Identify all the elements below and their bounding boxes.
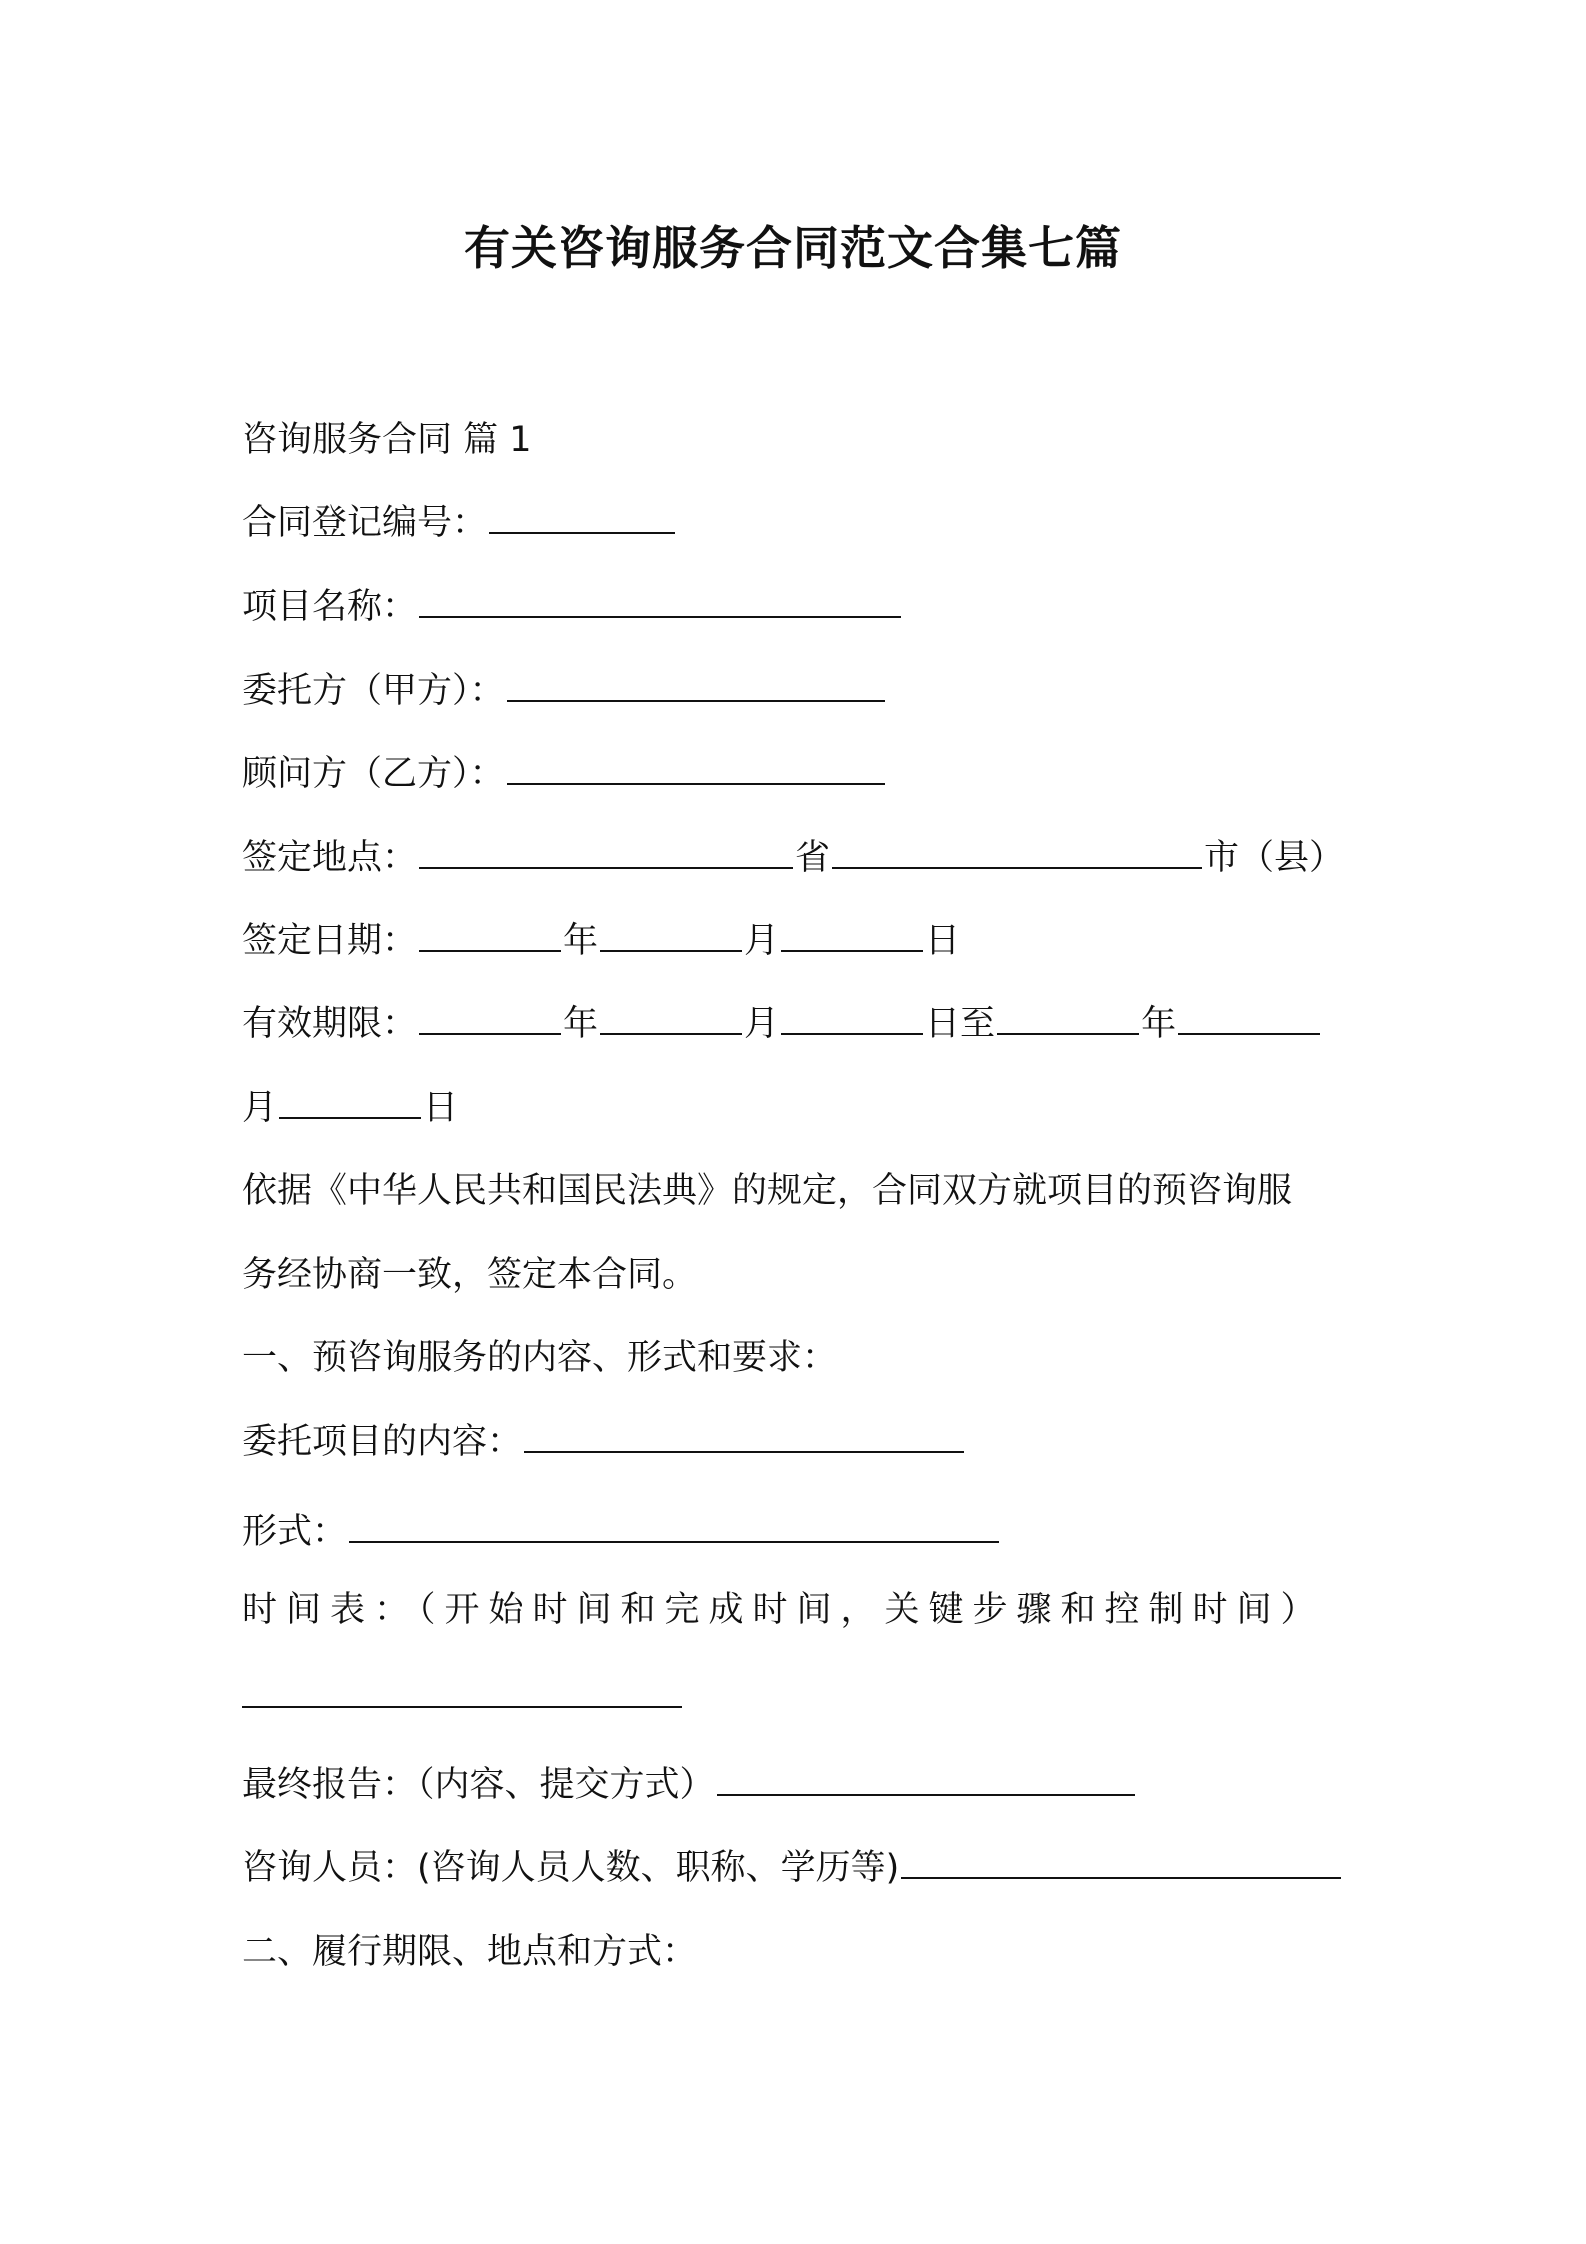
sign-date-label: 签定日期：	[242, 921, 418, 961]
validity-line-cont	[242, 1083, 1362, 1133]
place-province-blank	[419, 833, 793, 869]
validity-day-to-label: 日至	[925, 1004, 996, 1044]
validity-start-month-blank	[600, 999, 742, 1035]
place-label: 签定地点：	[242, 838, 418, 878]
validity-end-year-label: 年	[1141, 1004, 1177, 1044]
reg-no-label: 合同登记编号：	[242, 503, 488, 543]
validity-end-day-blank	[279, 1083, 421, 1119]
final-report-blank	[717, 1760, 1135, 1796]
party-a-label: 委托方（甲方）：	[242, 671, 505, 711]
staff-blank	[901, 1843, 1341, 1879]
reg-no-blank	[489, 498, 675, 534]
sign-day-blank	[781, 916, 923, 952]
validity-line	[242, 999, 1362, 1049]
form-line	[242, 1507, 1362, 1557]
document-title: 有关咨询服务合同范文合集七篇	[464, 221, 1122, 275]
validity-end-year-blank	[997, 999, 1139, 1035]
clause-2-heading-text: 二、履行期限、地点和方式：	[242, 1932, 698, 1972]
party-b-line	[242, 749, 1362, 799]
final-report-label: 最终报告：（内容、提交方式）	[242, 1765, 715, 1805]
content-line	[242, 1417, 1362, 1467]
sign-date-line	[242, 916, 1362, 966]
clause-1-heading-text: 一、预咨询服务的内容、形式和要求：	[242, 1338, 838, 1378]
schedule-blank-line	[242, 1672, 1362, 1722]
clause-1-heading	[242, 1333, 1362, 1383]
project-name-blank	[419, 582, 901, 618]
validity-end-month-blank	[1178, 999, 1320, 1035]
final-report-line	[242, 1760, 1362, 1810]
reg-no-line	[242, 498, 1362, 548]
section-heading-text: 咨询服务合同 篇 1	[242, 420, 532, 460]
clause-2-heading	[242, 1927, 1362, 1977]
sign-year-blank	[419, 916, 561, 952]
basis-text-2: 务经协商一致，签定本合同。	[242, 1255, 698, 1295]
validity-label: 有效期限：	[242, 1004, 418, 1044]
content-blank	[524, 1417, 964, 1453]
basis-paragraph-line-1	[242, 1166, 1362, 1216]
project-name-label: 项目名称：	[242, 587, 418, 627]
staff-label: 咨询人员：(咨询人员人数、职称、学历等)	[242, 1848, 900, 1888]
project-name-line	[242, 582, 1362, 632]
basis-paragraph-line-2	[242, 1250, 1362, 1300]
party-b-label: 顾问方（乙方）：	[242, 754, 505, 794]
schedule-blank	[242, 1672, 682, 1708]
schedule-label: 时间表：（开始时间和完成时间，关键步骤和控制时间）	[242, 1590, 1325, 1630]
validity-start-year-label: 年	[563, 1004, 599, 1044]
party-a-blank	[507, 666, 885, 702]
place-province-label: 省	[795, 838, 831, 878]
validity-end-month-label: 月	[242, 1088, 278, 1128]
place-line	[242, 833, 1362, 883]
sign-month-blank	[600, 916, 742, 952]
validity-start-day-blank	[781, 999, 923, 1035]
schedule-line	[242, 1585, 1362, 1635]
content-label: 委托项目的内容：	[242, 1422, 523, 1462]
basis-text-1: 依据《中华人民共和国民法典》的规定，合同双方就项目的预咨询服	[242, 1171, 1293, 1211]
validity-start-year-blank	[419, 999, 561, 1035]
place-city-blank	[832, 833, 1202, 869]
sign-day-label: 日	[925, 921, 961, 961]
sign-year-label: 年	[563, 921, 599, 961]
staff-line	[242, 1843, 1362, 1893]
form-label: 形式：	[242, 1512, 348, 1552]
validity-end-day-label: 日	[423, 1088, 459, 1128]
form-blank	[349, 1507, 999, 1543]
section-heading	[242, 415, 1362, 465]
place-city-label: 市（县）	[1204, 838, 1345, 878]
party-a-line	[242, 666, 1362, 716]
party-b-blank	[507, 749, 885, 785]
sign-month-label: 月	[744, 921, 780, 961]
validity-start-month-label: 月	[744, 1004, 780, 1044]
